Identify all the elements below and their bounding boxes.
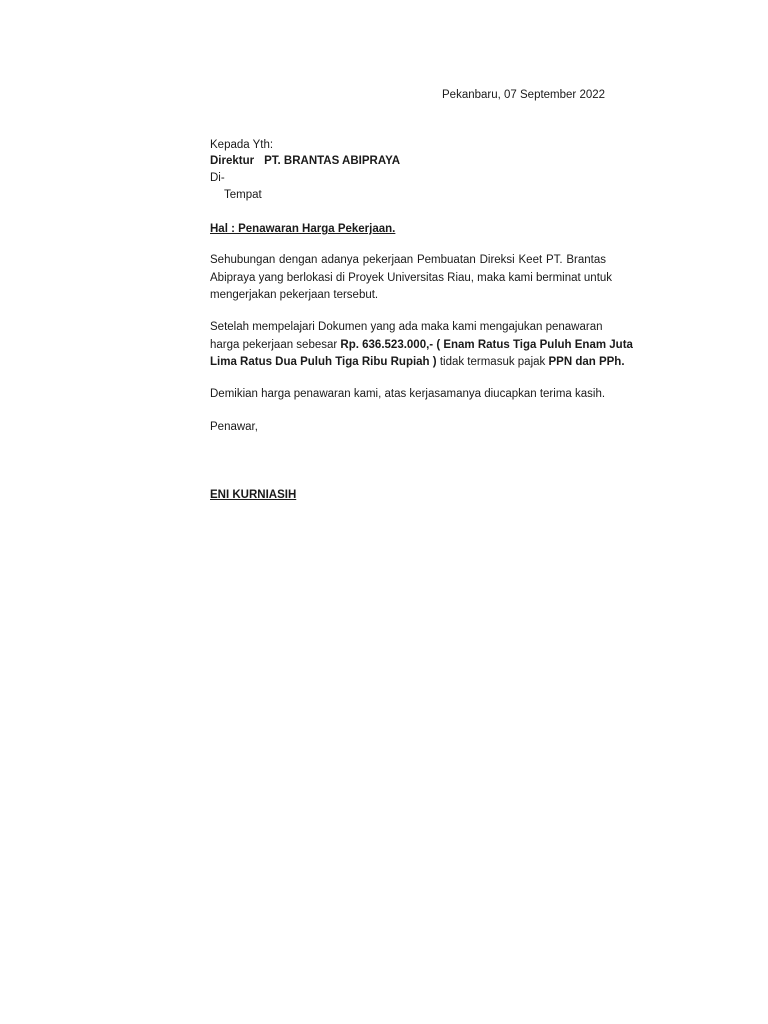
letter-date: Pekanbaru, 07 September 2022 bbox=[442, 89, 606, 101]
offer-text: tidak termasuk pajak bbox=[439, 356, 549, 368]
recipient-greeting: Kepada Yth: bbox=[210, 139, 274, 151]
paragraph-intro-line: mengerjakan pekerjaan tersebut. bbox=[210, 289, 379, 301]
offer-amount-words: Lima Ratus Dua Puluh Tiga Ribu Rupiah ) bbox=[210, 356, 440, 368]
paragraph-intro-line: Abipraya yang berlokasi di Proyek Universitas Riau, maka kami berminat untuk bbox=[210, 271, 613, 284]
paragraph-offer bbox=[210, 319, 633, 372]
offer-amount: Rp. 636.523.000,- ( Enam Ratus Tiga Puluh Enam Juta bbox=[340, 338, 633, 351]
recipient-place: Tempat bbox=[224, 189, 262, 201]
paragraph-offer-line: Setelah mempelajari Dokumen yang ada maka kami mengajukan penawaran bbox=[210, 321, 603, 333]
paragraph-offer-line bbox=[210, 354, 625, 372]
offer-taxes: PPN dan PPh. bbox=[548, 356, 625, 368]
recipient-line bbox=[210, 152, 400, 170]
letter-subject: Hal : Penawaran Harga Pekerjaan. bbox=[210, 223, 396, 235]
paragraph-intro bbox=[210, 252, 613, 305]
recipient-title: Direktur bbox=[210, 155, 255, 167]
paragraph-closing: Demikian harga penawaran kami, atas kerjasamanya diucapkan terima kasih. bbox=[210, 388, 606, 400]
signer-name: ENI KURNIASIH bbox=[210, 489, 297, 501]
paragraph-offer-line bbox=[210, 337, 633, 355]
offer-text: harga pekerjaan sebesar bbox=[210, 338, 341, 351]
closing-label: Penawar, bbox=[210, 421, 258, 433]
recipient-di: Di- bbox=[210, 172, 225, 184]
recipient-company: PT. BRANTAS ABIPRAYA bbox=[264, 155, 401, 167]
paragraph-intro-line: Sehubungan dengan adanya pekerjaan Pembuatan Direksi Keet PT. Brantas bbox=[210, 254, 606, 266]
